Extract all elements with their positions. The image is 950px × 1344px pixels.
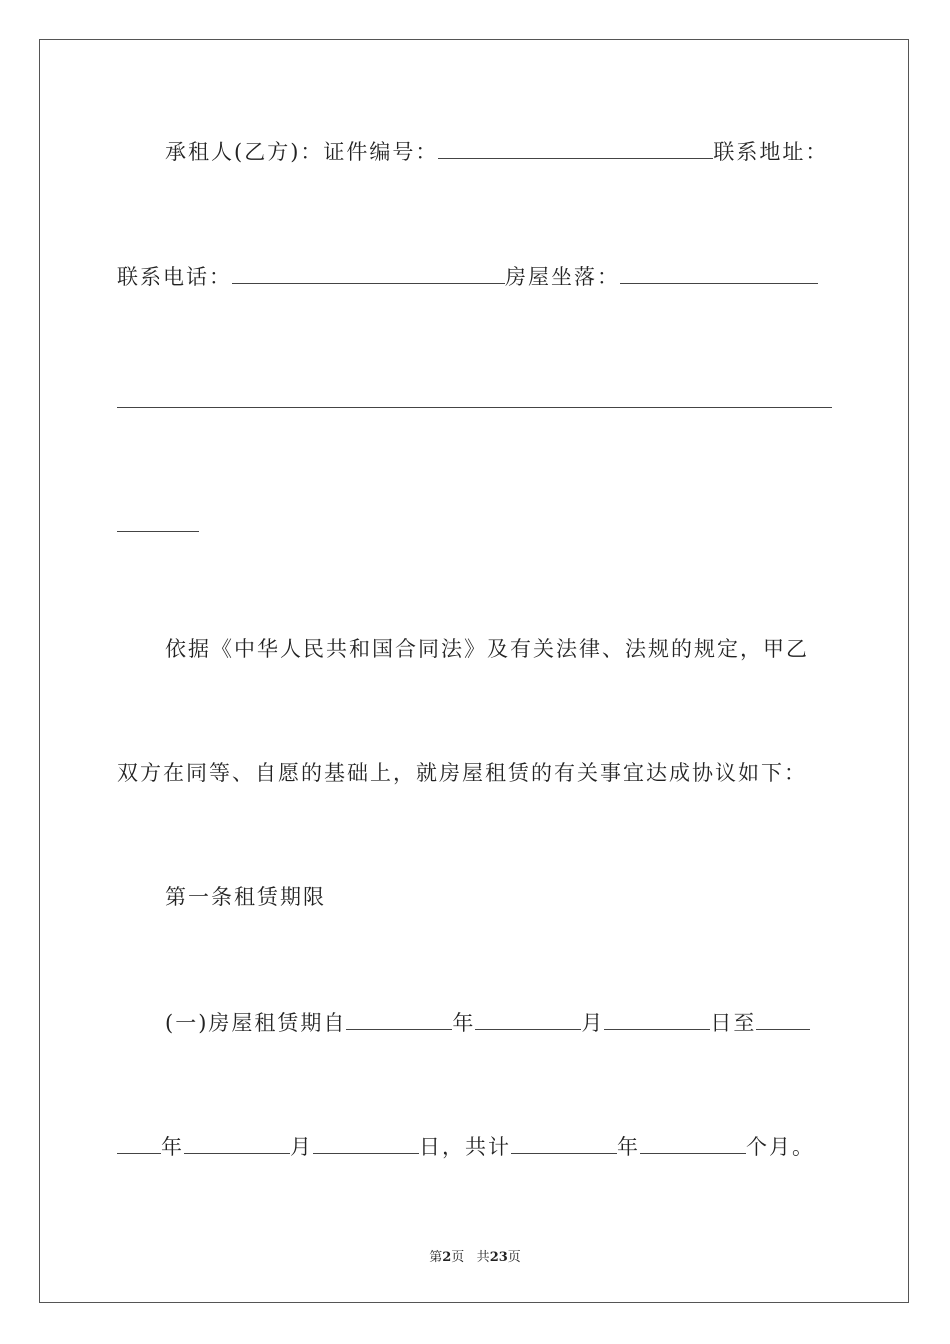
location-label: 房屋坐落： <box>505 265 620 289</box>
start-day-blank[interactable] <box>604 1009 710 1030</box>
day-to-text: 日至 <box>710 1011 757 1035</box>
article-1-line-1 <box>165 1008 810 1038</box>
start-year-blank[interactable] <box>346 1009 452 1030</box>
month-text: 月 <box>581 1011 605 1035</box>
lessee-line <box>165 137 828 167</box>
location-blank-3[interactable] <box>117 511 199 532</box>
phone-blank[interactable] <box>232 263 505 284</box>
page-suffix: 页 <box>451 1250 465 1265</box>
end-day-blank[interactable] <box>313 1133 419 1154</box>
total-suffix: 页 <box>507 1250 521 1265</box>
year-text: 年 <box>161 1135 184 1159</box>
preamble-line-2: 双方在同等、自愿的基础上，就房屋租赁的有关事宜达成协议如下： <box>117 761 807 785</box>
month-text: 月 <box>290 1135 313 1159</box>
page-border <box>39 39 909 1303</box>
location-continuation <box>117 386 832 416</box>
location-blank-2[interactable] <box>117 387 832 408</box>
article-1-title: 第一条租赁期限 <box>165 885 326 909</box>
total-prefix: 共 <box>476 1250 490 1265</box>
end-month-blank[interactable] <box>184 1133 290 1154</box>
year-text: 年 <box>617 1135 640 1159</box>
total-years-blank[interactable] <box>511 1133 617 1154</box>
article-1-line-2 <box>117 1132 815 1162</box>
location-blank[interactable] <box>620 263 818 284</box>
end-year-blank-part-2[interactable] <box>117 1133 161 1154</box>
day-total-text: 日，共计 <box>419 1135 511 1159</box>
preamble-line-1: 依据《中华人民共和国合同法》及有关法律、法规的规定，甲乙 <box>165 637 809 661</box>
total-months-blank[interactable] <box>640 1133 746 1154</box>
page-number: 2 <box>442 1250 452 1265</box>
start-month-blank[interactable] <box>475 1009 581 1030</box>
months-end-text: 个月。 <box>746 1135 815 1159</box>
page-footer <box>0 1246 950 1265</box>
contact-line <box>117 262 818 292</box>
lease-term-prefix: (一)房屋租赁期自 <box>165 1011 347 1035</box>
end-year-blank-part-1[interactable] <box>756 1009 810 1030</box>
id-label: 证件编号： <box>323 140 439 164</box>
page-prefix: 第 <box>429 1250 443 1265</box>
location-continuation-2 <box>117 510 199 540</box>
address-label: 联系地址： <box>713 140 829 164</box>
total-pages: 23 <box>489 1250 508 1265</box>
id-number-blank[interactable] <box>438 138 713 159</box>
year-text: 年 <box>452 1011 476 1035</box>
phone-label: 联系电话： <box>117 265 232 289</box>
lessee-label: 承租人(乙方)： <box>165 140 324 164</box>
